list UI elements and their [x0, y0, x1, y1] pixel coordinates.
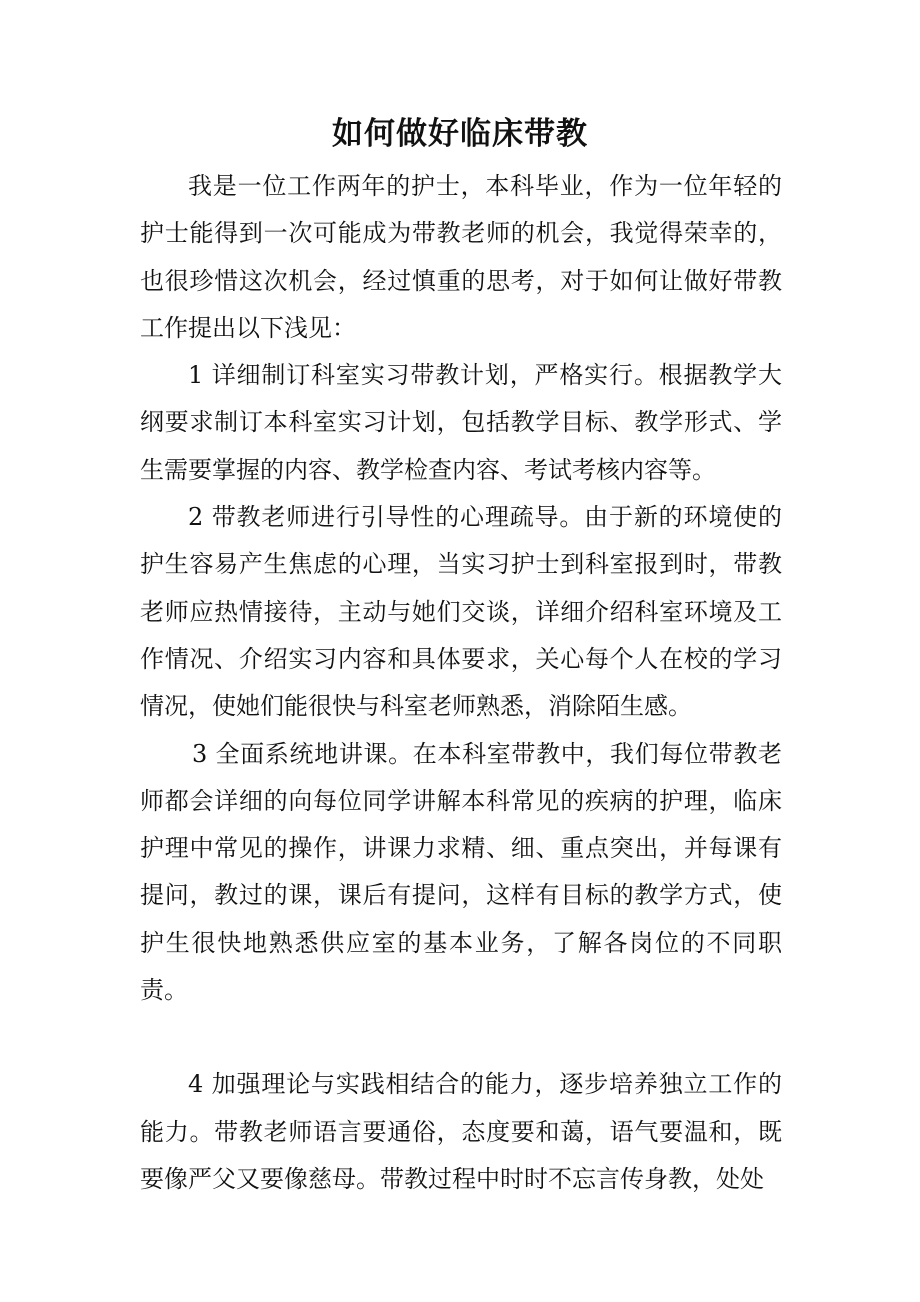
- document-body: [140, 163, 782, 1203]
- paragraph-4: 4 加强理论与实践相结合的能力，逐步培养独立工作的能力。带教老师语言要通俗，态度要和蔼，语气要温和，既要像严父又要像慈母。带教过程中时时不忘言传身教，处处: [140, 1070, 782, 1193]
- paragraph-2: 2 带教老师进行引导性的心理疏导。由于新的环境使的护生容易产生焦虑的心理，当实习护士到科室报到时，带教老师应热情接待，主动与她们交谈，详细介绍科室环境及工作情况、介绍实习内容和具体要求，关心每个人在校的学习情况，使她们能很快与科室老师熟悉，消除陌生感。: [140, 503, 782, 721]
- paragraph-3: 3 全面系统地讲课。在本科室带教中，我们每位带教老师都会详细的向每位同学讲解本科常见的疾病的护理，临床护理中常见的操作，讲课力求精、细、重点突出，并每课有提问，教过的课，课后有提问，这样有目标的教学方式，使护生很快地熟悉供应室的基本业务，了解各岗位的不同职责。: [140, 739, 782, 1005]
- paragraph-spacer: [140, 1014, 782, 1061]
- document-title: 如何做好临床带教: [332, 116, 588, 152]
- paragraph-1: 1 详细制订科室实习带教计划，严格实行。根据教学大纲要求制订本科室实习计划，包括教学目标、教学形式、学生需要掌握的内容、教学检查内容、考试考核内容等。: [140, 361, 782, 484]
- paragraph-intro: 我是一位工作两年的护士，本科毕业，作为一位年轻的护士能得到一次可能成为带教老师的机会，我觉得荣幸的，也很珍惜这次机会，经过慎重的思考，对于如何让做好带教工作提出以下浅见：: [140, 172, 782, 342]
